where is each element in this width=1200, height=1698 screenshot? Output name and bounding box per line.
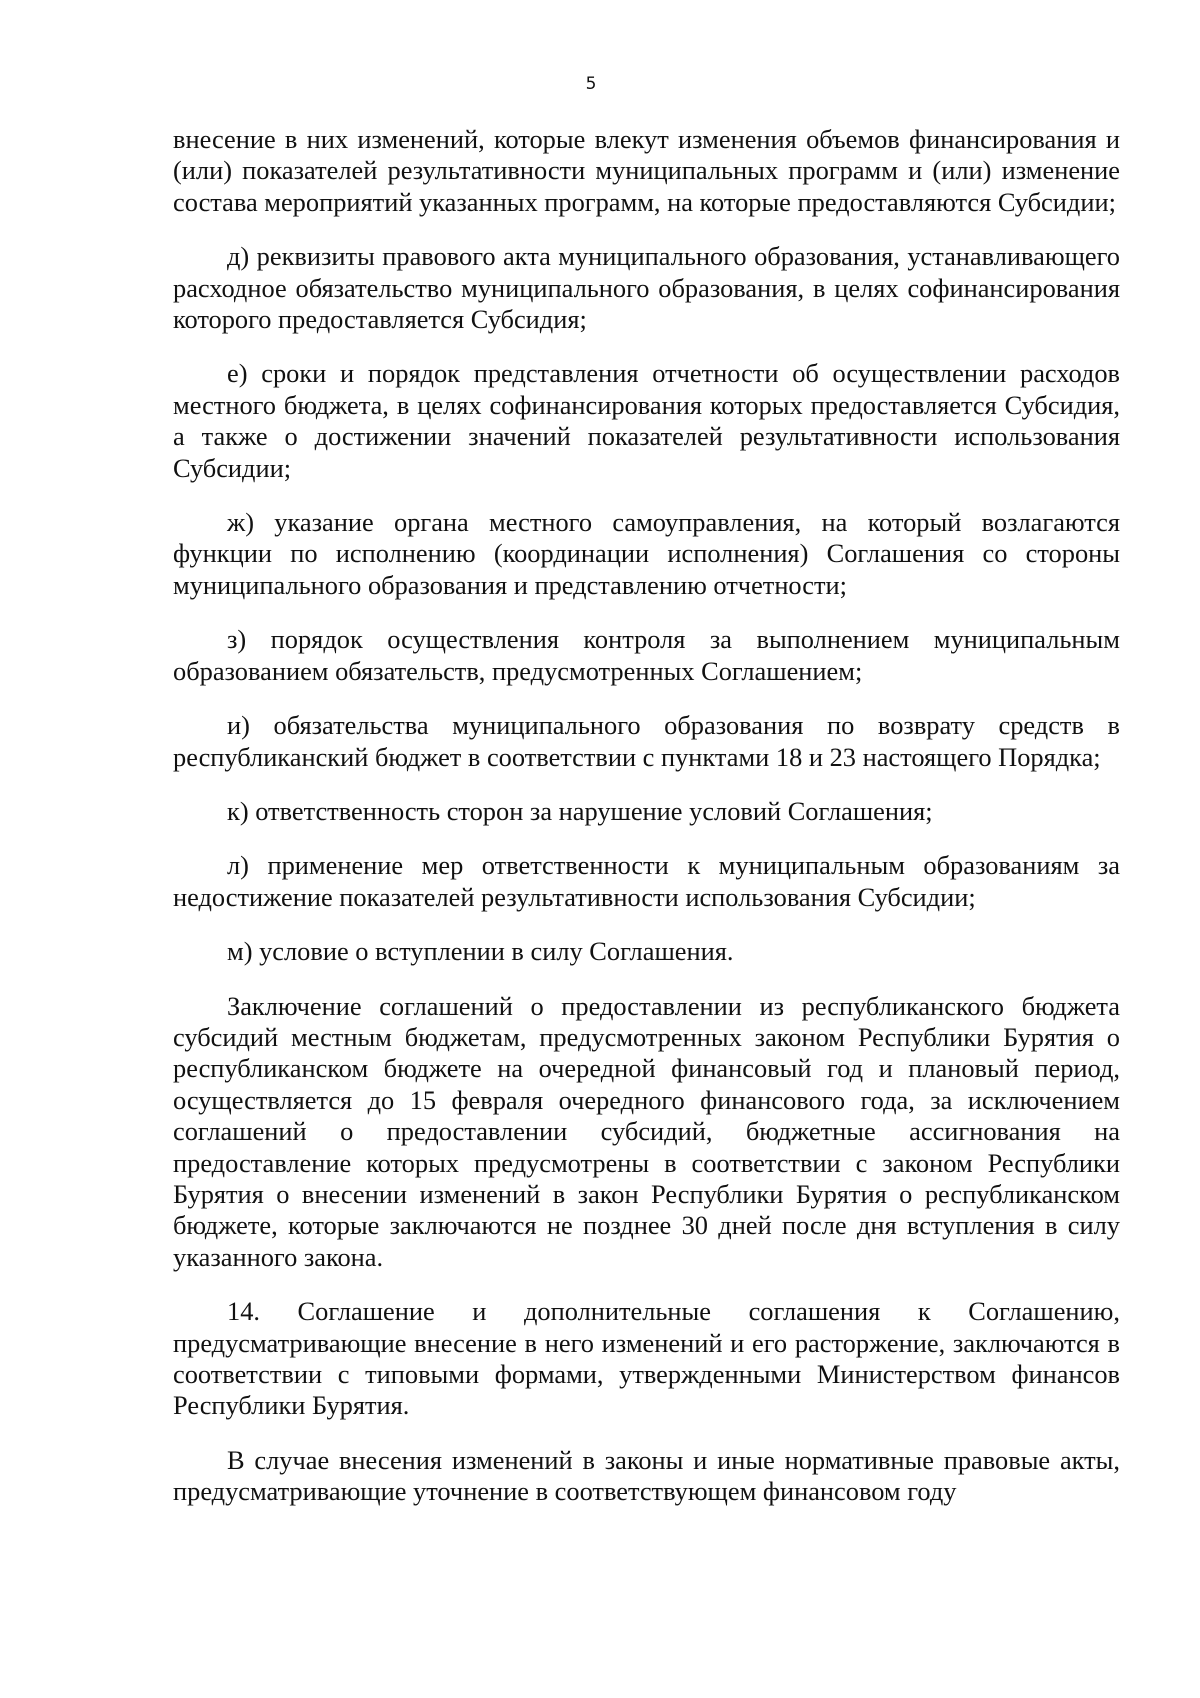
paragraph-continuation: внесение в них изменений, которые влекут изменения объемов финансирования и (или) показателей результативности муниципальных программ и (или) изменение состава мероприятий указанных программ, на которые предоставляются Субсидии; — [173, 124, 1120, 217]
paragraph-item-z: з) порядок осуществления контроля за выполнением муниципальным образованием обязательств, предусмотренных Соглашением; — [173, 624, 1120, 686]
document-body — [173, 124, 1120, 1531]
paragraph-section-14: 14. Соглашение и дополнительные соглашения к Соглашению, предусматривающие внесение в него изменений и его расторжение, заключаются в соответствии с типовыми формами, утвержденными Министерством финансов Республики Бурятия. — [173, 1296, 1120, 1421]
paragraph-item-d: д) реквизиты правового акта муниципального образования, устанавливающего расходное обязательство муниципального образования, в целях софинансирования которого предоставляется Субсидия; — [173, 241, 1120, 335]
paragraph-item-i: и) обязательства муниципального образования по возврату средств в республиканский бюджет в соответствии с пунктами 18 и 23 настоящего Порядка; — [173, 710, 1120, 772]
page-number: 5 — [585, 74, 597, 94]
paragraph-item-zh: ж) указание органа местного самоуправления, на который возлагаются функции по исполнению (координации исполнения) Соглашения со стороны муниципального образования и представлению отчетности; — [173, 507, 1120, 600]
paragraph-item-l: л) применение мер ответственности к муниципальным образованиям за недостижение показателей результативности использования Субсидии; — [173, 850, 1120, 912]
paragraph-item-e: е) сроки и порядок представления отчетности об осуществлении расходов местного бюджета, в целях софинансирования которых предоставляется Субсидия, а также о достижении значений показателей результативности использования Субсидии; — [173, 358, 1120, 483]
paragraph-agreements-deadline: Заключение соглашений о предоставлении из республиканского бюджета субсидий местным бюджетам, предусмотренных законом Республики Бурятия о республиканском бюджете на очередной финансовый год и плановый период, осуществляется до 15 февраля очередного финансового года, за исключением соглашений о предоставлении субсидий, бюджетные ассигнования на предоставление которых предусмотрены в соответствии с законом Республики Бурятия о внесении изменений в закон Республики Бурятия о республиканском бюджете, которые заключаются не позднее 30 дней после дня вступления в силу указанного закона. — [173, 990, 1120, 1272]
paragraph-item-m: м) условие о вступлении в силу Соглашения. — [227, 936, 734, 967]
paragraph-item-k: к) ответственность сторон за нарушение условий Соглашения; — [227, 795, 933, 826]
paragraph-amendments: В случае внесения изменений в законы и иные нормативные правовые акты, предусматривающие уточнение в соответствующем финансовом году — [173, 1444, 1120, 1507]
